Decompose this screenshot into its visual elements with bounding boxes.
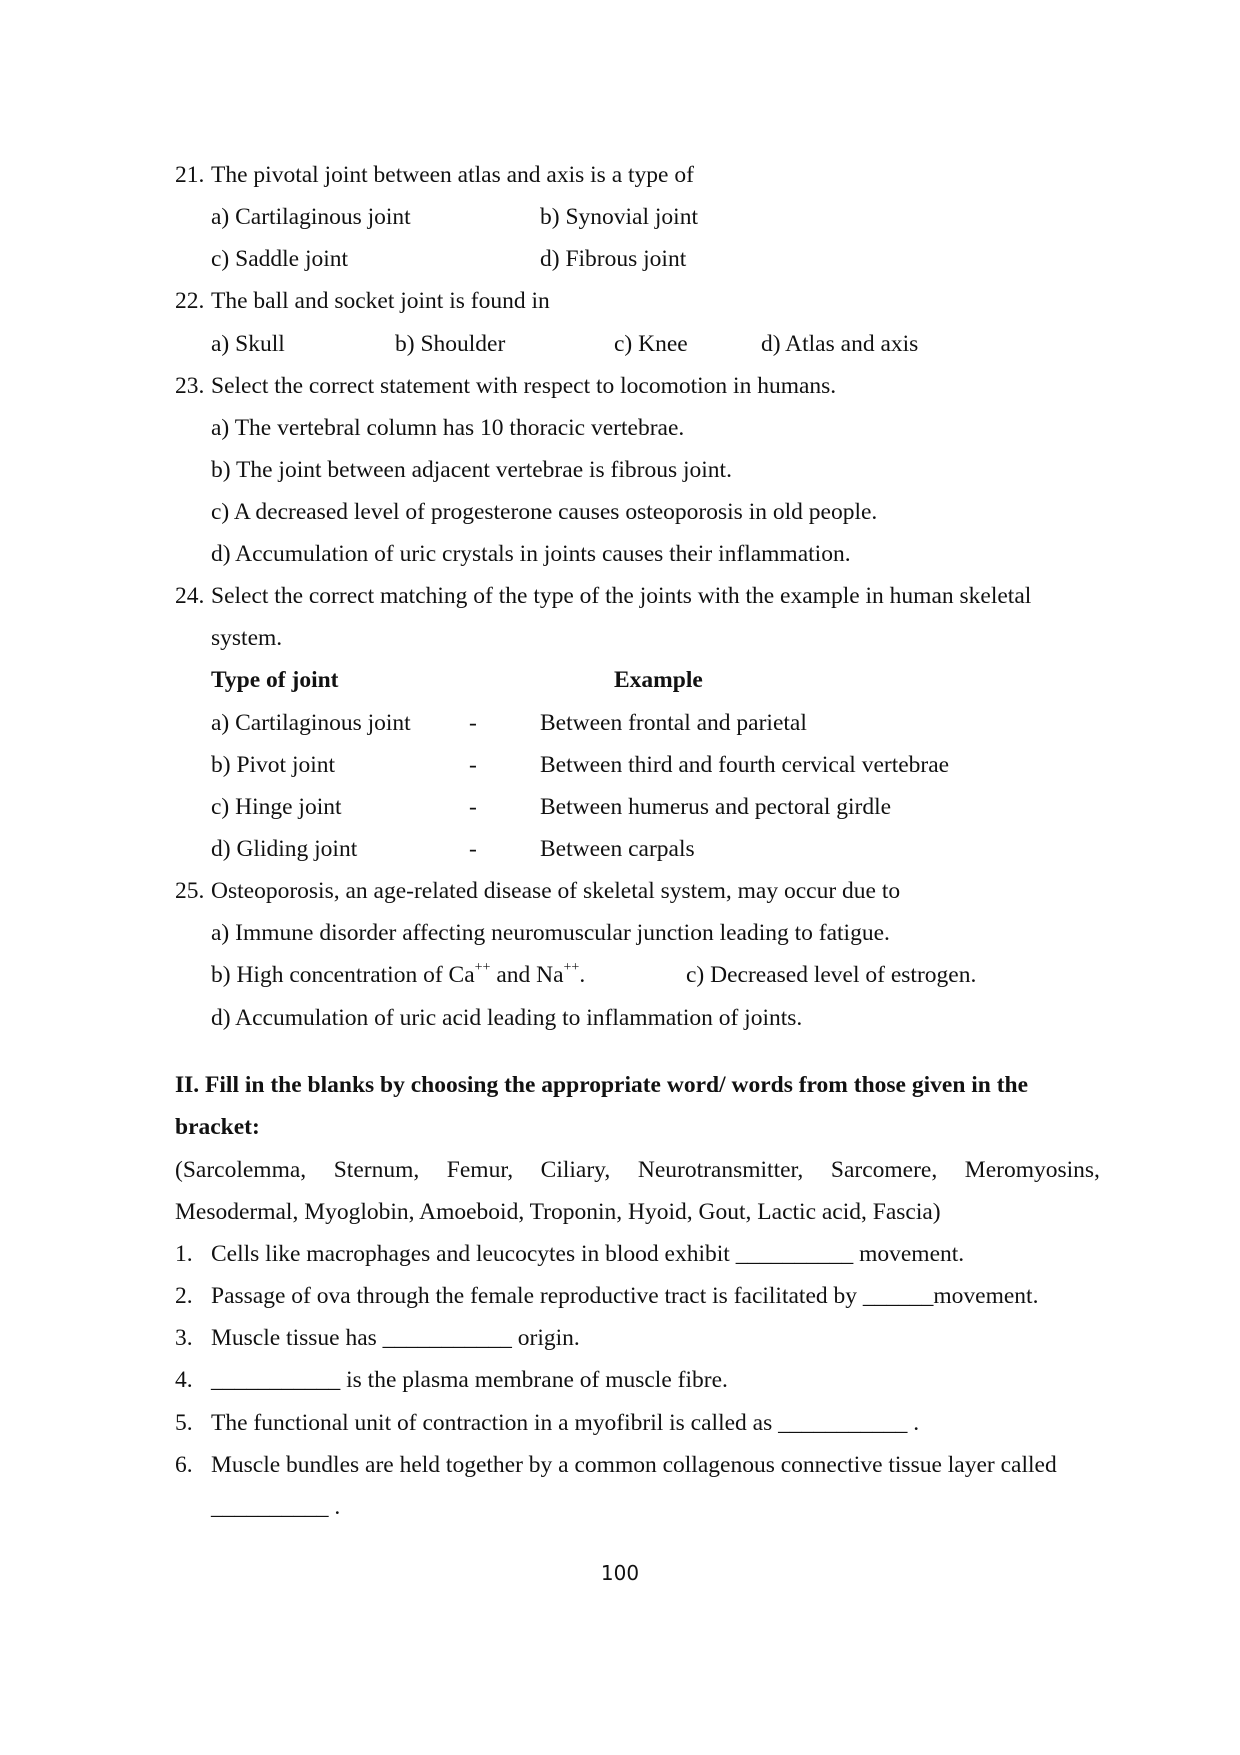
- q25-stem: Osteoporosis, an age-related disease of skeletal system, may occur due to: [211, 878, 901, 904]
- fill-item-6-blank: __________ .: [211, 1494, 341, 1520]
- fill-item-4-text: ___________ is the plasma membrane of muscle fibre.: [211, 1367, 728, 1393]
- fill-heading-line1: II. Fill in the blanks by choosing the appropriate word/ words from those given in the: [175, 1072, 1029, 1098]
- fill-item-6-number: 6.: [175, 1452, 193, 1478]
- q21-number: 21.: [175, 162, 205, 188]
- q21-option-c: c) Saddle joint: [211, 246, 349, 272]
- word-bank-word: Meromyosins,: [964, 1157, 1100, 1183]
- word-bank-word: Sarcomere,: [830, 1157, 938, 1183]
- word-bank-line2: Mesodermal, Myoglobin, Amoeboid, Troponin, Hyoid, Gout, Lactic acid, Fascia): [175, 1199, 941, 1225]
- q24-row-b-dash: -: [469, 752, 477, 778]
- q25-number: 25.: [175, 878, 205, 904]
- fill-item-3-text: Muscle tissue has ___________ origin.: [211, 1325, 580, 1351]
- q23-option-b: b) The joint between adjacent vertebrae is fibrous joint.: [211, 457, 732, 483]
- q22-number: 22.: [175, 288, 205, 314]
- q25-option-b-pre: b) High concentration of Ca: [211, 962, 475, 988]
- fill-heading-line2: bracket:: [175, 1114, 260, 1140]
- word-bank-word: Ciliary,: [540, 1157, 611, 1183]
- q24-row-c-type: c) Hinge joint: [211, 794, 342, 820]
- fill-item-5-text: The functional unit of contraction in a myofibril is called as ___________ .: [211, 1410, 920, 1436]
- q24-number: 24.: [175, 583, 205, 609]
- fill-item-1-text: Cells like macrophages and leucocytes in blood exhibit __________ movement.: [211, 1241, 965, 1267]
- q22-option-c: c) Knee: [614, 331, 688, 357]
- q23-option-d: d) Accumulation of uric crystals in joints causes their inflammation.: [211, 541, 851, 567]
- fill-item-4-number: 4.: [175, 1367, 193, 1393]
- q24-col-type-heading: Type of joint: [211, 667, 339, 693]
- q23-number: 23.: [175, 373, 205, 399]
- q24-row-a-example: Between frontal and parietal: [540, 710, 807, 736]
- q22-option-a: a) Skull: [211, 331, 285, 357]
- q22-option-d: d) Atlas and axis: [761, 331, 919, 357]
- fill-item-2-number: 2.: [175, 1283, 193, 1309]
- fill-item-5-number: 5.: [175, 1410, 193, 1436]
- q25-option-b-mid: and Na: [490, 962, 564, 988]
- q23-option-c: c) A decreased level of progesterone causes osteoporosis in old people.: [211, 499, 878, 525]
- q22-option-b: b) Shoulder: [395, 331, 506, 357]
- fill-item-6-text: Muscle bundles are held together by a common collagenous connective tissue layer called: [211, 1452, 1057, 1478]
- q24-stem-line2: system.: [211, 625, 283, 651]
- q23-stem: Select the correct statement with respect to locomotion in humans.: [211, 373, 837, 399]
- q21-option-a: a) Cartilaginous joint: [211, 204, 411, 230]
- q24-col-example-heading: Example: [614, 667, 703, 693]
- q24-row-c-dash: -: [469, 794, 477, 820]
- word-bank-word: Femur,: [446, 1157, 514, 1183]
- q24-row-d-dash: -: [469, 836, 477, 862]
- q25-option-c: c) Decreased level of estrogen.: [686, 962, 977, 988]
- q23-option-a: a) The vertebral column has 10 thoracic vertebrae.: [211, 415, 685, 441]
- q24-stem-line1: Select the correct matching of the type of the joints with the example in human skeletal: [211, 583, 1032, 609]
- q21-option-d: d) Fibrous joint: [540, 246, 687, 272]
- fill-item-1-number: 1.: [175, 1241, 193, 1267]
- page-number: 100: [600, 1561, 640, 1585]
- q24-row-c-example: Between humerus and pectoral girdle: [540, 794, 892, 820]
- q24-row-d-type: d) Gliding joint: [211, 836, 358, 862]
- word-bank-word: Neurotransmitter,: [637, 1157, 804, 1183]
- q25-option-b-post: .: [579, 962, 586, 988]
- word-bank-word: (Sarcolemma,: [175, 1157, 307, 1183]
- fill-item-2-text: Passage of ova through the female reproductive tract is facilitated by ______movement.: [211, 1283, 1039, 1309]
- word-bank-word: Sternum,: [333, 1157, 420, 1183]
- q25-option-a: a) Immune disorder affecting neuromuscular junction leading to fatigue.: [211, 920, 890, 946]
- q21-option-b: b) Synovial joint: [540, 204, 698, 230]
- q24-row-a-dash: -: [469, 710, 477, 736]
- q24-row-a-type: a) Cartilaginous joint: [211, 710, 411, 736]
- q22-stem: The ball and socket joint is found in: [211, 288, 550, 314]
- q25-option-b-sup2: ++: [563, 960, 580, 976]
- fill-item-3-number: 3.: [175, 1325, 193, 1351]
- q21-stem: The pivotal joint between atlas and axis is a type of: [211, 162, 694, 188]
- q25-option-b-sup1: ++: [474, 960, 491, 976]
- q24-row-d-example: Between carpals: [540, 836, 695, 862]
- word-bank-line1: [175, 1156, 1100, 1184]
- q24-row-b-example: Between third and fourth cervical vertebrae: [540, 752, 950, 778]
- q24-row-b-type: b) Pivot joint: [211, 752, 336, 778]
- q25-option-b: [211, 961, 585, 989]
- q25-option-d: d) Accumulation of uric acid leading to inflammation of joints.: [211, 1005, 803, 1031]
